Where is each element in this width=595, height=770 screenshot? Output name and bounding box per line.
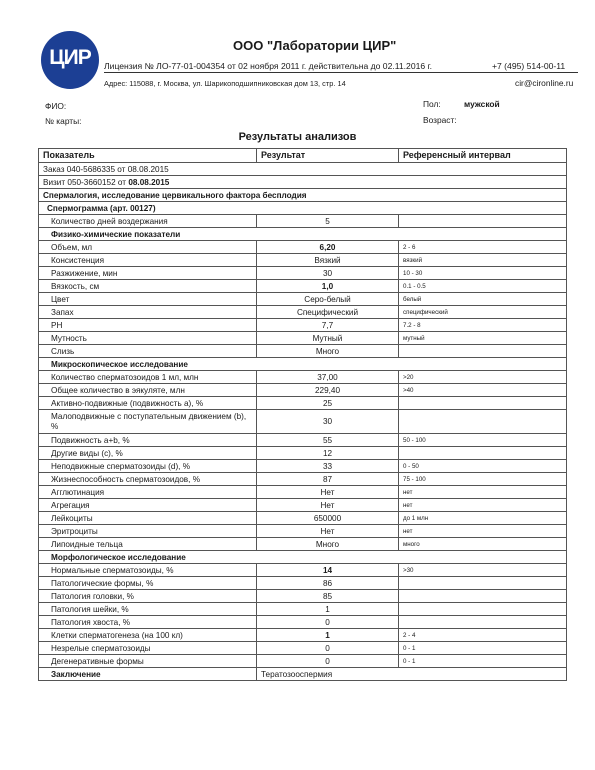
table-row [39,642,567,655]
reference-interval: 2 - 4 [399,629,567,642]
table-row [39,384,567,397]
section-row [39,228,567,241]
parameter-name: Жизнеспособность сперматозоидов, % [39,473,257,486]
reference-interval: >30 [399,564,567,577]
result-value: Мутный [257,332,399,345]
table-row [39,319,567,332]
reference-interval: до 1 млн [399,512,567,525]
table-row [39,460,567,473]
result-value: 33 [257,460,399,473]
parameter-name: Консистенция [39,254,257,267]
parameter-name: Разжижение, мин [39,267,257,280]
reference-interval: 75 - 100 [399,473,567,486]
parameter-name: Клетки сперматогенеза (на 100 кл) [39,629,257,642]
result-value: 55 [257,434,399,447]
phone-number: +7 (495) 514-00-11 [492,61,566,71]
result-value: 37,00 [257,371,399,384]
result-value: 0 [257,642,399,655]
reference-interval: нет [399,486,567,499]
parameter-name: Агрегация [39,499,257,512]
reference-interval [399,410,567,434]
parameter-name: Мутность [39,332,257,345]
reference-interval [399,603,567,616]
parameter-name: Подвижность a+b, % [39,434,257,447]
header-divider [104,72,578,73]
reference-interval: белый [399,293,567,306]
table-row [39,306,567,319]
category-title: Спермалогия, исследование цервикального фактора бесплодия [39,189,567,202]
parameter-name: Неподвижные сперматозоиды (d), % [39,460,257,473]
parameter-name: PH [39,319,257,332]
result-value: 229,40 [257,384,399,397]
reference-interval: 10 - 30 [399,267,567,280]
parameter-name: Лейкоциты [39,512,257,525]
reference-interval [399,345,567,358]
parameter-name: Количество сперматозоидов 1 мл, млн [39,371,257,384]
empty-cell [399,551,567,564]
parameter-name: Цвет [39,293,257,306]
result-value: 30 [257,410,399,434]
table-row [39,577,567,590]
column-header: Референсный интервал [399,149,567,163]
table-row [39,538,567,551]
sex-label: Пол: [423,99,441,109]
parameter-name: Вязкость, см [39,280,257,293]
subcategory-row [39,202,567,215]
reference-interval [399,616,567,629]
conclusion-row [39,668,567,681]
parameter-name: Активно-подвижные (подвижность a), % [39,397,257,410]
reference-interval [399,397,567,410]
conclusion-label: Заключение [39,668,257,681]
parameter-name: Объем, мл [39,241,257,254]
result-value: 1 [257,603,399,616]
table-row [39,332,567,345]
result-value: Много [257,345,399,358]
reference-interval: 2 - 6 [399,241,567,254]
lab-logo [41,31,99,89]
company-name: ООО "Лаборатории ЦИР" [233,38,397,53]
table-row [39,215,567,228]
conclusion-value: Тератозооспермия [257,668,567,681]
reference-interval [399,577,567,590]
column-header: Показатель [39,149,257,163]
section-row [39,551,567,564]
visit-row [39,176,567,189]
card-label: № карты: [45,116,82,126]
parameter-name: Патологические формы, % [39,577,257,590]
result-value: 0 [257,655,399,668]
result-value: Серо-белый [257,293,399,306]
result-value: 85 [257,590,399,603]
result-value: 0 [257,616,399,629]
table-row [39,499,567,512]
sex-value: мужской [464,99,500,109]
empty-cell [399,358,567,371]
table-row [39,473,567,486]
logo-text: ЦИР [49,46,91,69]
result-value: 86 [257,577,399,590]
reference-interval: 50 - 100 [399,434,567,447]
parameter-name: Патология головки, % [39,590,257,603]
reference-interval: много [399,538,567,551]
table-row [39,564,567,577]
subcategory-title: Спермограмма (арт. 00127) [39,202,567,215]
table-row [39,267,567,280]
result-value: Специфический [257,306,399,319]
result-value: 1,0 [257,280,399,293]
parameter-name: Незрелые сперматозоиды [39,642,257,655]
reference-interval: нет [399,525,567,538]
empty-cell [257,228,399,241]
table-row [39,371,567,384]
reference-interval: >20 [399,371,567,384]
parameter-name: Дегенеративные формы [39,655,257,668]
table-row [39,397,567,410]
parameter-name: Липоидные тельца [39,538,257,551]
table-row [39,629,567,642]
order-prefix: Заказ 040-5686335 от [43,164,126,174]
result-value: Нет [257,486,399,499]
result-value: 1 [257,629,399,642]
table-row [39,447,567,460]
reference-interval: 0.1 - 0.5 [399,280,567,293]
result-value: 30 [257,267,399,280]
table-row [39,434,567,447]
parameter-name: Другие виды (c), % [39,447,257,460]
result-value: 5 [257,215,399,228]
result-value: Много [257,538,399,551]
parameter-name: Эритроциты [39,525,257,538]
result-value: 7,7 [257,319,399,332]
empty-cell [257,551,399,564]
table-row [39,254,567,267]
result-value: 650000 [257,512,399,525]
reference-interval: 0 - 1 [399,655,567,668]
result-value: 87 [257,473,399,486]
result-value: Вязкий [257,254,399,267]
table-row [39,345,567,358]
table-row [39,410,567,434]
reference-interval [399,215,567,228]
parameter-name: Слизь [39,345,257,358]
result-value: 14 [257,564,399,577]
section-row [39,358,567,371]
table-row [39,241,567,254]
empty-cell [257,358,399,371]
table-row [39,603,567,616]
reference-interval: нет [399,499,567,512]
result-value: Нет [257,525,399,538]
results-table [38,148,567,681]
result-value: Нет [257,499,399,512]
reference-interval: мутный [399,332,567,345]
parameter-name: Агглютинация [39,486,257,499]
reference-interval: вязкий [399,254,567,267]
section-title: Морфологическое исследование [39,551,257,564]
table-row [39,486,567,499]
reference-interval: специфический [399,306,567,319]
reference-interval: 0 - 50 [399,460,567,473]
page-title: Результаты анализов [238,131,357,143]
section-title: Микроскопическое исследование [39,358,257,371]
table-row [39,525,567,538]
visit-date: 08.08.2015 [128,177,170,187]
fio-label: ФИО: [45,101,67,111]
section-title: Физико-химические показатели [39,228,257,241]
table-row [39,655,567,668]
table-header-row [39,149,567,163]
table-row [39,293,567,306]
license-text: Лицензия № ЛО-77-01-004354 от 02 ноября 2011 г. действительна до 02.11.2016 г. [104,61,433,71]
parameter-name: Количество дней воздержания [39,215,257,228]
table-row [39,512,567,525]
table-row [39,590,567,603]
parameter-name: Малоподвижные с поступательным движением (b), % [39,410,257,434]
reference-interval: >40 [399,384,567,397]
parameter-name: Патология шейки, % [39,603,257,616]
reference-interval: 7.2 - 8 [399,319,567,332]
parameter-name: Нормальные сперматозоиды, % [39,564,257,577]
category-row [39,189,567,202]
address-text: Адрес: 115088, г. Москва, ул. Шарикоподшипниковская дом 13, стр. 14 [104,79,346,88]
reference-interval: 0 - 1 [399,642,567,655]
result-value: 12 [257,447,399,460]
reference-interval [399,590,567,603]
table-row [39,616,567,629]
result-value: 25 [257,397,399,410]
email-address: cir@cironline.ru [515,78,574,88]
parameter-name: Общее количество в эякуляте, млн [39,384,257,397]
reference-interval [399,447,567,460]
result-value: 6,20 [257,241,399,254]
column-header: Результат [257,149,399,163]
order-row [39,163,567,176]
table-row [39,280,567,293]
empty-cell [399,228,567,241]
order-date: 08.08.2015 [127,164,169,174]
parameter-name: Запах [39,306,257,319]
visit-prefix: Визит 050-3660152 от [43,177,127,187]
age-label: Возраст: [423,115,457,125]
parameter-name: Патология хвоста, % [39,616,257,629]
